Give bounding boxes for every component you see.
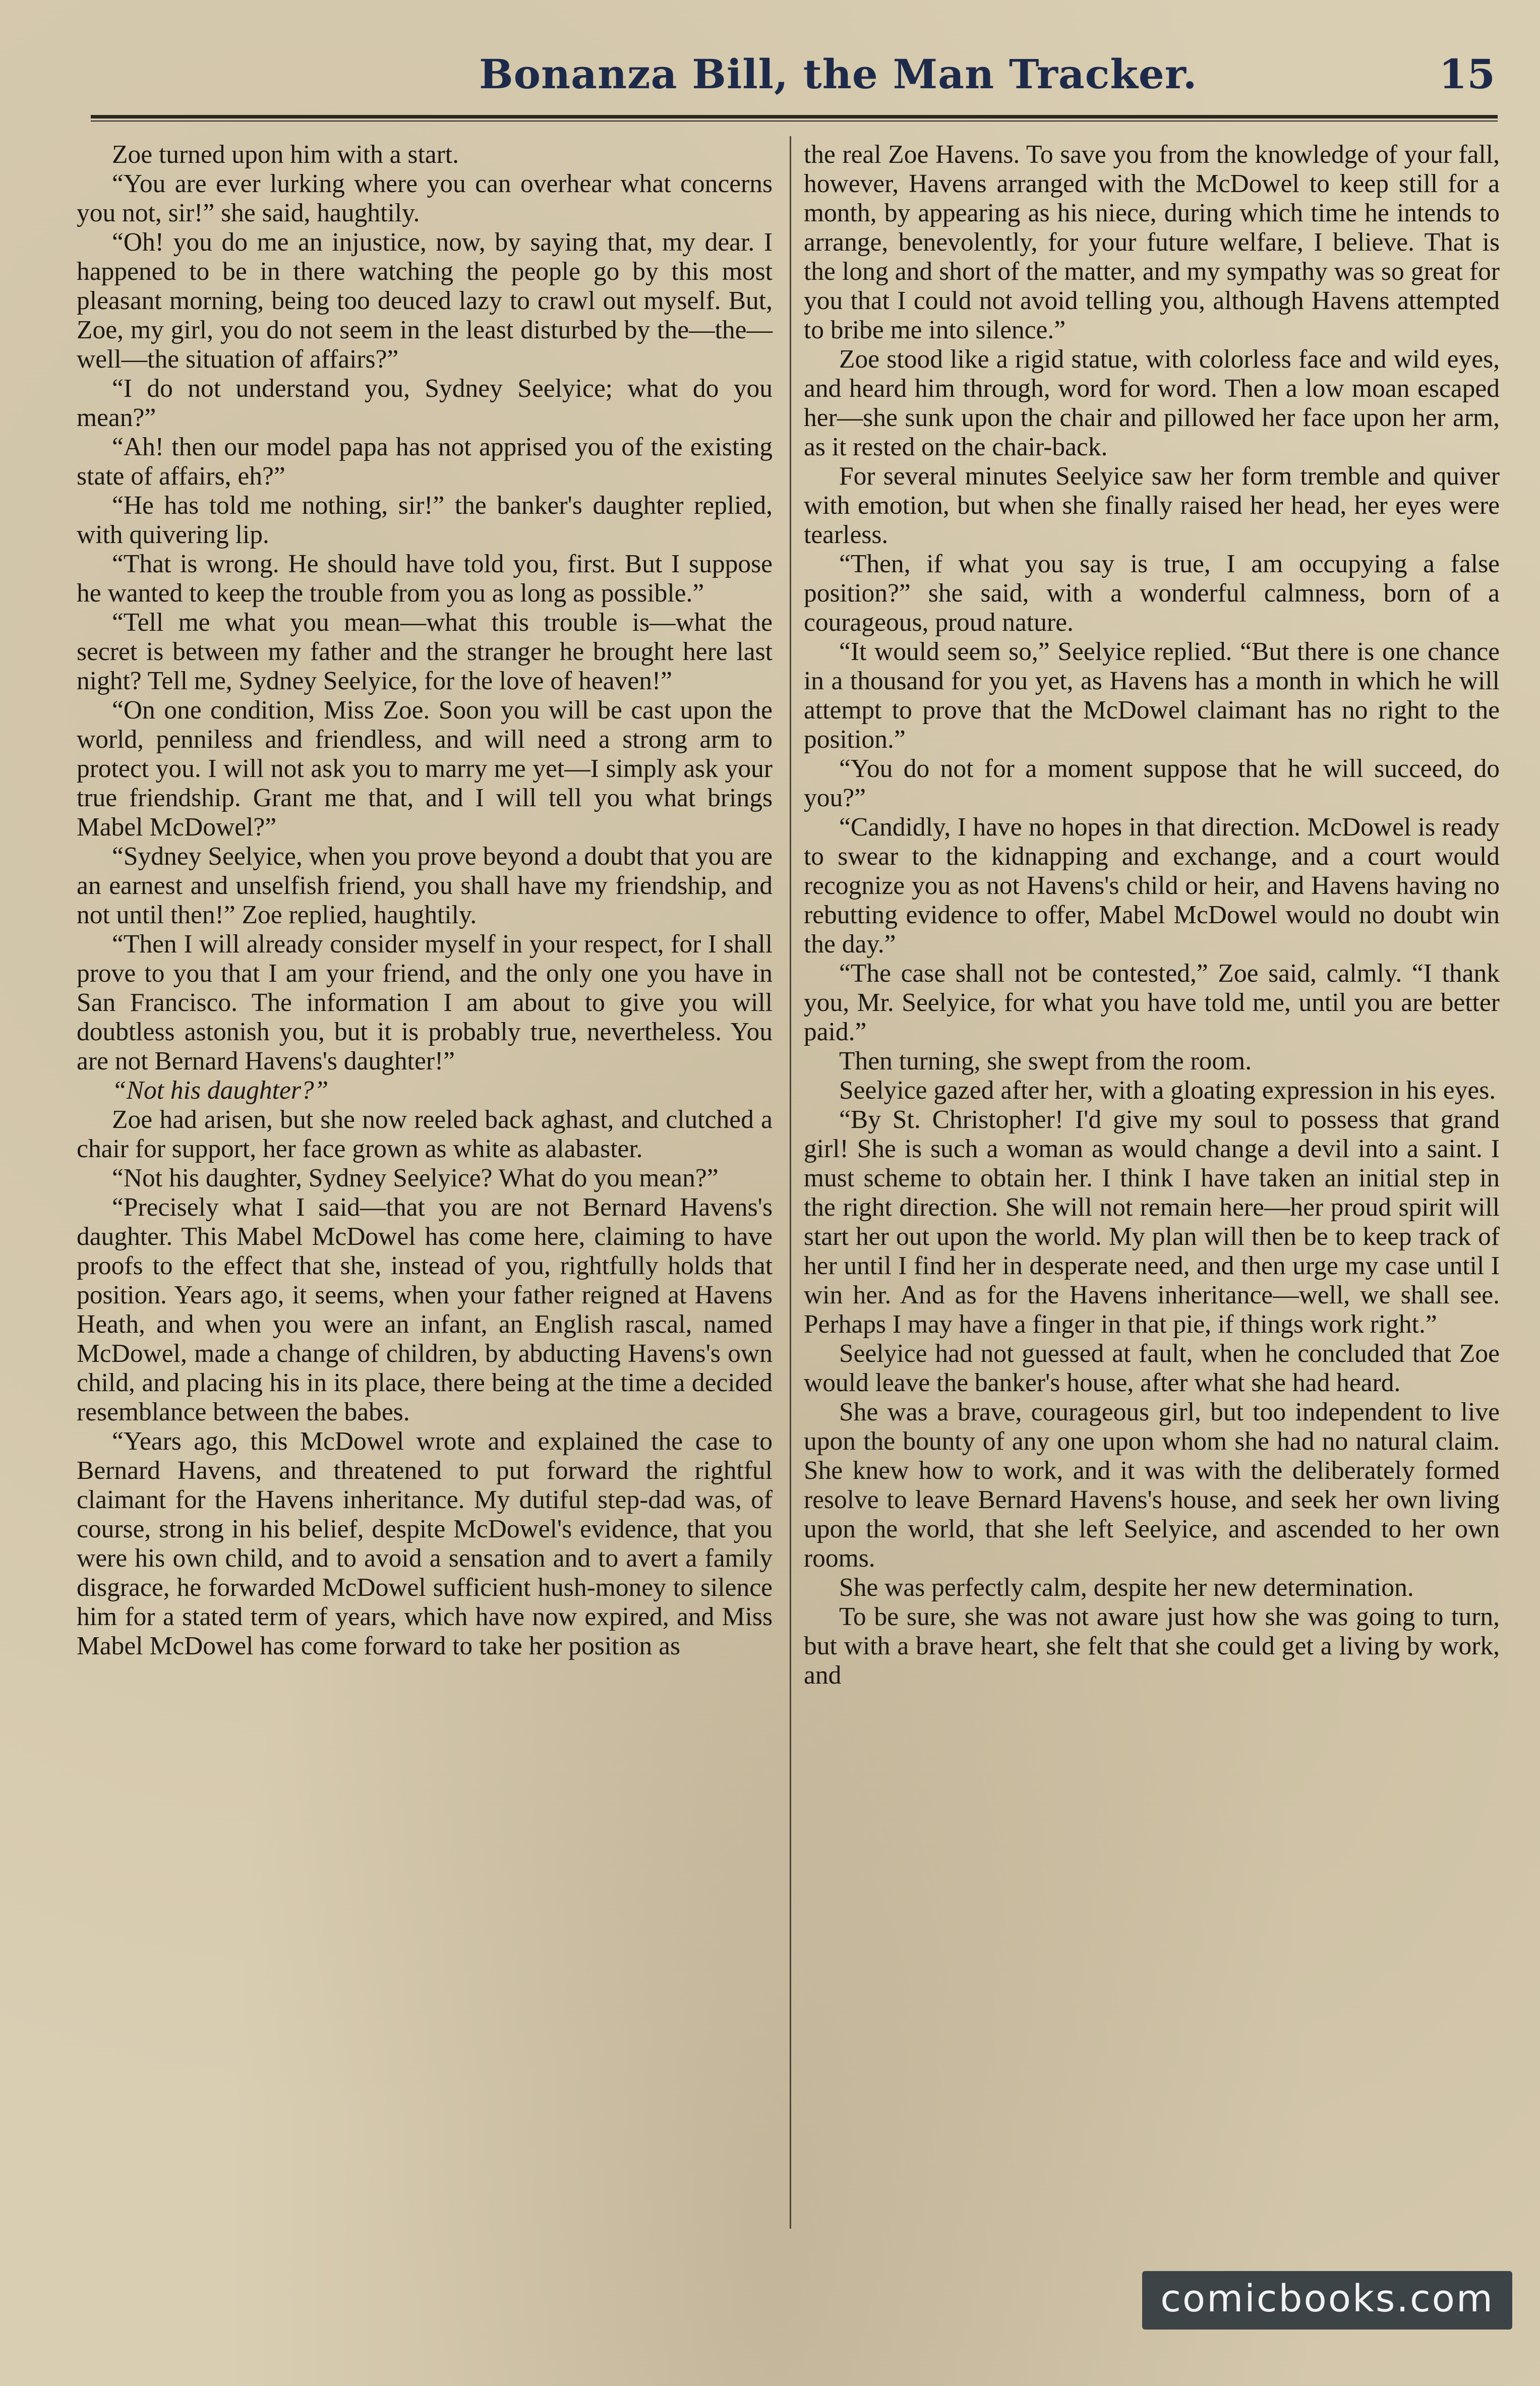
page-number: 15	[1439, 50, 1495, 98]
paragraph: “Then I will already consider myself in your respect, for I shall prove to you that I am your friend, and the only one you have in San Francisco. The information I am about to give you will doubtless astonish you, but it is probably true, nevertheless. You are not Bernard Havens's daughter!”	[77, 930, 773, 1076]
paragraph: For several minutes Seelyice saw her form tremble and quiver with emotion, but when she finally raised her head, her eyes were tearless.	[804, 462, 1500, 549]
paragraph: “Sydney Seelyice, when you prove beyond a doubt that you are an earnest and unselfish friend, you shall have my friendship, and not until then!” Zoe replied, haughtily.	[77, 842, 773, 929]
paragraph: Seelyice had not guessed at fault, when he concluded that Zoe would leave the banker's house, after what she had heard.	[804, 1339, 1500, 1397]
paragraph: “You are ever lurking where you can overhear what concerns you not, sir!” she said, haughtily.	[77, 169, 773, 227]
paragraph: Then turning, she swept from the room.	[839, 1047, 1252, 1076]
paragraph: “Candidly, I have no hopes in that direction. McDowel is ready to swear to the kidnapping and exchange, and a court would recognize you as not Havens's child or heir, and Havens having no rebutting evidence to offer, Mabel McDowel would no doubt win the day.”	[804, 813, 1500, 959]
paragraph: “Ah! then our model papa has not apprised you of the existing state of affairs, eh?”	[77, 433, 773, 491]
paragraph: Zoe turned upon him with a start.	[112, 140, 459, 169]
paragraph: “Precisely what I said—that you are not Bernard Havens's daughter. This Mabel McDowel has come here, claiming to have proofs to the effect that she, instead of you, rightfully holds that position. Years ago, it seems, when your father reigned at Havens Heath, and when you were an infant, an English rascal, named McDowel, made a change of children, by abducting Havens's own child, and placing his in its place, there being at the time a decided resemblance between the babes.	[77, 1193, 773, 1426]
paragraph: “Then, if what you say is true, I am occupying a false position?” she said, with a wonderful calmness, born of a courageous, proud nature.	[804, 550, 1500, 637]
paragraph: She was perfectly calm, despite her new determination.	[839, 1573, 1414, 1602]
paragraph: Zoe stood like a rigid statue, with colorless face and wild eyes, and heard him through, word for word. Then a low moan escaped her—she sunk upon the chair and pillowed her face upon her arm, as it rested on the chair-back.	[804, 345, 1500, 461]
paragraph: “The case shall not be contested,” Zoe said, calmly. “I thank you, Mr. Seelyice, for what you have told me, until you are better paid.”	[804, 959, 1500, 1046]
running-title: Bonanza Bill, the Man Tracker.	[479, 50, 1198, 98]
paragraph: Zoe had arisen, but she now reeled back aghast, and clutched a chair for support, her face grown as white as alabaster.	[77, 1105, 773, 1163]
paragraph: the real Zoe Havens. To save you from the knowledge of your fall, however, Havens arranged with the McDowel to keep still for a month, by appearing as his niece, during which time he intends to arrange, benevolently, for your future welfare, I believe. That is the long and short of the matter, and my sympathy was so great for you that I could not avoid telling you, although Havens attempted to bribe me into silence.”	[804, 140, 1500, 344]
paragraph: “Not his daughter, Sydney Seelyice? What do you mean?”	[112, 1164, 719, 1192]
paragraph: “Oh! you do me an injustice, now, by saying that, my dear. I happened to be in there watching the people go by this most pleasant morning, being too deuced lazy to crawl out myself. But, Zoe, my girl, you do not seem in the least disturbed by the—the—well—the situation of affairs?”	[77, 228, 773, 374]
header-rule	[91, 115, 1498, 122]
paragraph: “By St. Christopher! I'd give my soul to possess that grand girl! She is such a woman as would change a devil into a saint. I must scheme to obtain her. I think I have taken an initial step in the right direction. She will not remain here—her proud spirit will start her out upon the world. My plan will then be to keep track of her until I find her in desperate need, and then urge my case until I win her. And as for the Havens inheritance—well, we shall see. Perhaps I may have a finger in that pie, if things work right.”	[804, 1105, 1500, 1339]
paragraph: Seelyice gazed after her, with a gloating expression in his eyes.	[839, 1076, 1496, 1105]
paragraph: “That is wrong. He should have told you, first. But I suppose he wanted to keep the trouble from you as long as possible.”	[77, 550, 773, 608]
page-header	[76, 50, 1503, 106]
column-divider	[790, 136, 791, 2229]
paragraph: “On one condition, Miss Zoe. Soon you will be cast upon the world, penniless and friendless, and will need a strong arm to protect you. I will not ask you to marry me yet—I simply ask your true friendship. Grant me that, and I will tell you what brings Mabel McDowel?”	[77, 696, 773, 842]
paragraph: “I do not understand you, Sydney Seelyice; what do you mean?”	[77, 374, 773, 432]
paragraph: “It would seem so,” Seelyice replied. “But there is one chance in a thousand for you yet, as Havens has a month in which he will attempt to prove that the McDowel claimant has no right to the position.”	[804, 637, 1500, 754]
right-text-column	[804, 140, 1500, 1690]
site-watermark: comicbooks.com	[1142, 2271, 1512, 2330]
paragraph: “Not his daughter?”	[112, 1076, 329, 1105]
left-text-column	[77, 140, 773, 1661]
paragraph: “He has told me nothing, sir!” the banker's daughter replied, with quivering lip.	[77, 491, 773, 549]
paragraph: “Years ago, this McDowel wrote and explained the case to Bernard Havens, and threatened to put forward the rightful claimant for the Havens inheritance. My dutiful step-dad was, of course, strong in his belief, despite McDowel's evidence, that you were his own child, and to avoid a sensation and to avert a family disgrace, he forwarded McDowel sufficient hush-money to silence him for a stated term of years, which have now expired, and Miss Mabel McDowel has come forward to take her position as	[77, 1427, 773, 1660]
paragraph: “You do not for a moment suppose that he will succeed, do you?”	[804, 754, 1500, 812]
paragraph: She was a brave, courageous girl, but too independent to live upon the bounty of any one upon whom she had no natural claim. She knew how to work, and it was with the deliberately formed resolve to leave Bernard Havens's house, and seek her own living upon the world, that she left Seelyice, and ascended to her own rooms.	[804, 1398, 1500, 1573]
paragraph: To be sure, she was not aware just how she was going to turn, but with a brave heart, she felt that she could get a living by work, and	[804, 1602, 1500, 1690]
paragraph: “Tell me what you mean—what this trouble is—what the secret is between my father and the stranger he brought here last night? Tell me, Sydney Seelyice, for the love of heaven!”	[77, 608, 773, 695]
